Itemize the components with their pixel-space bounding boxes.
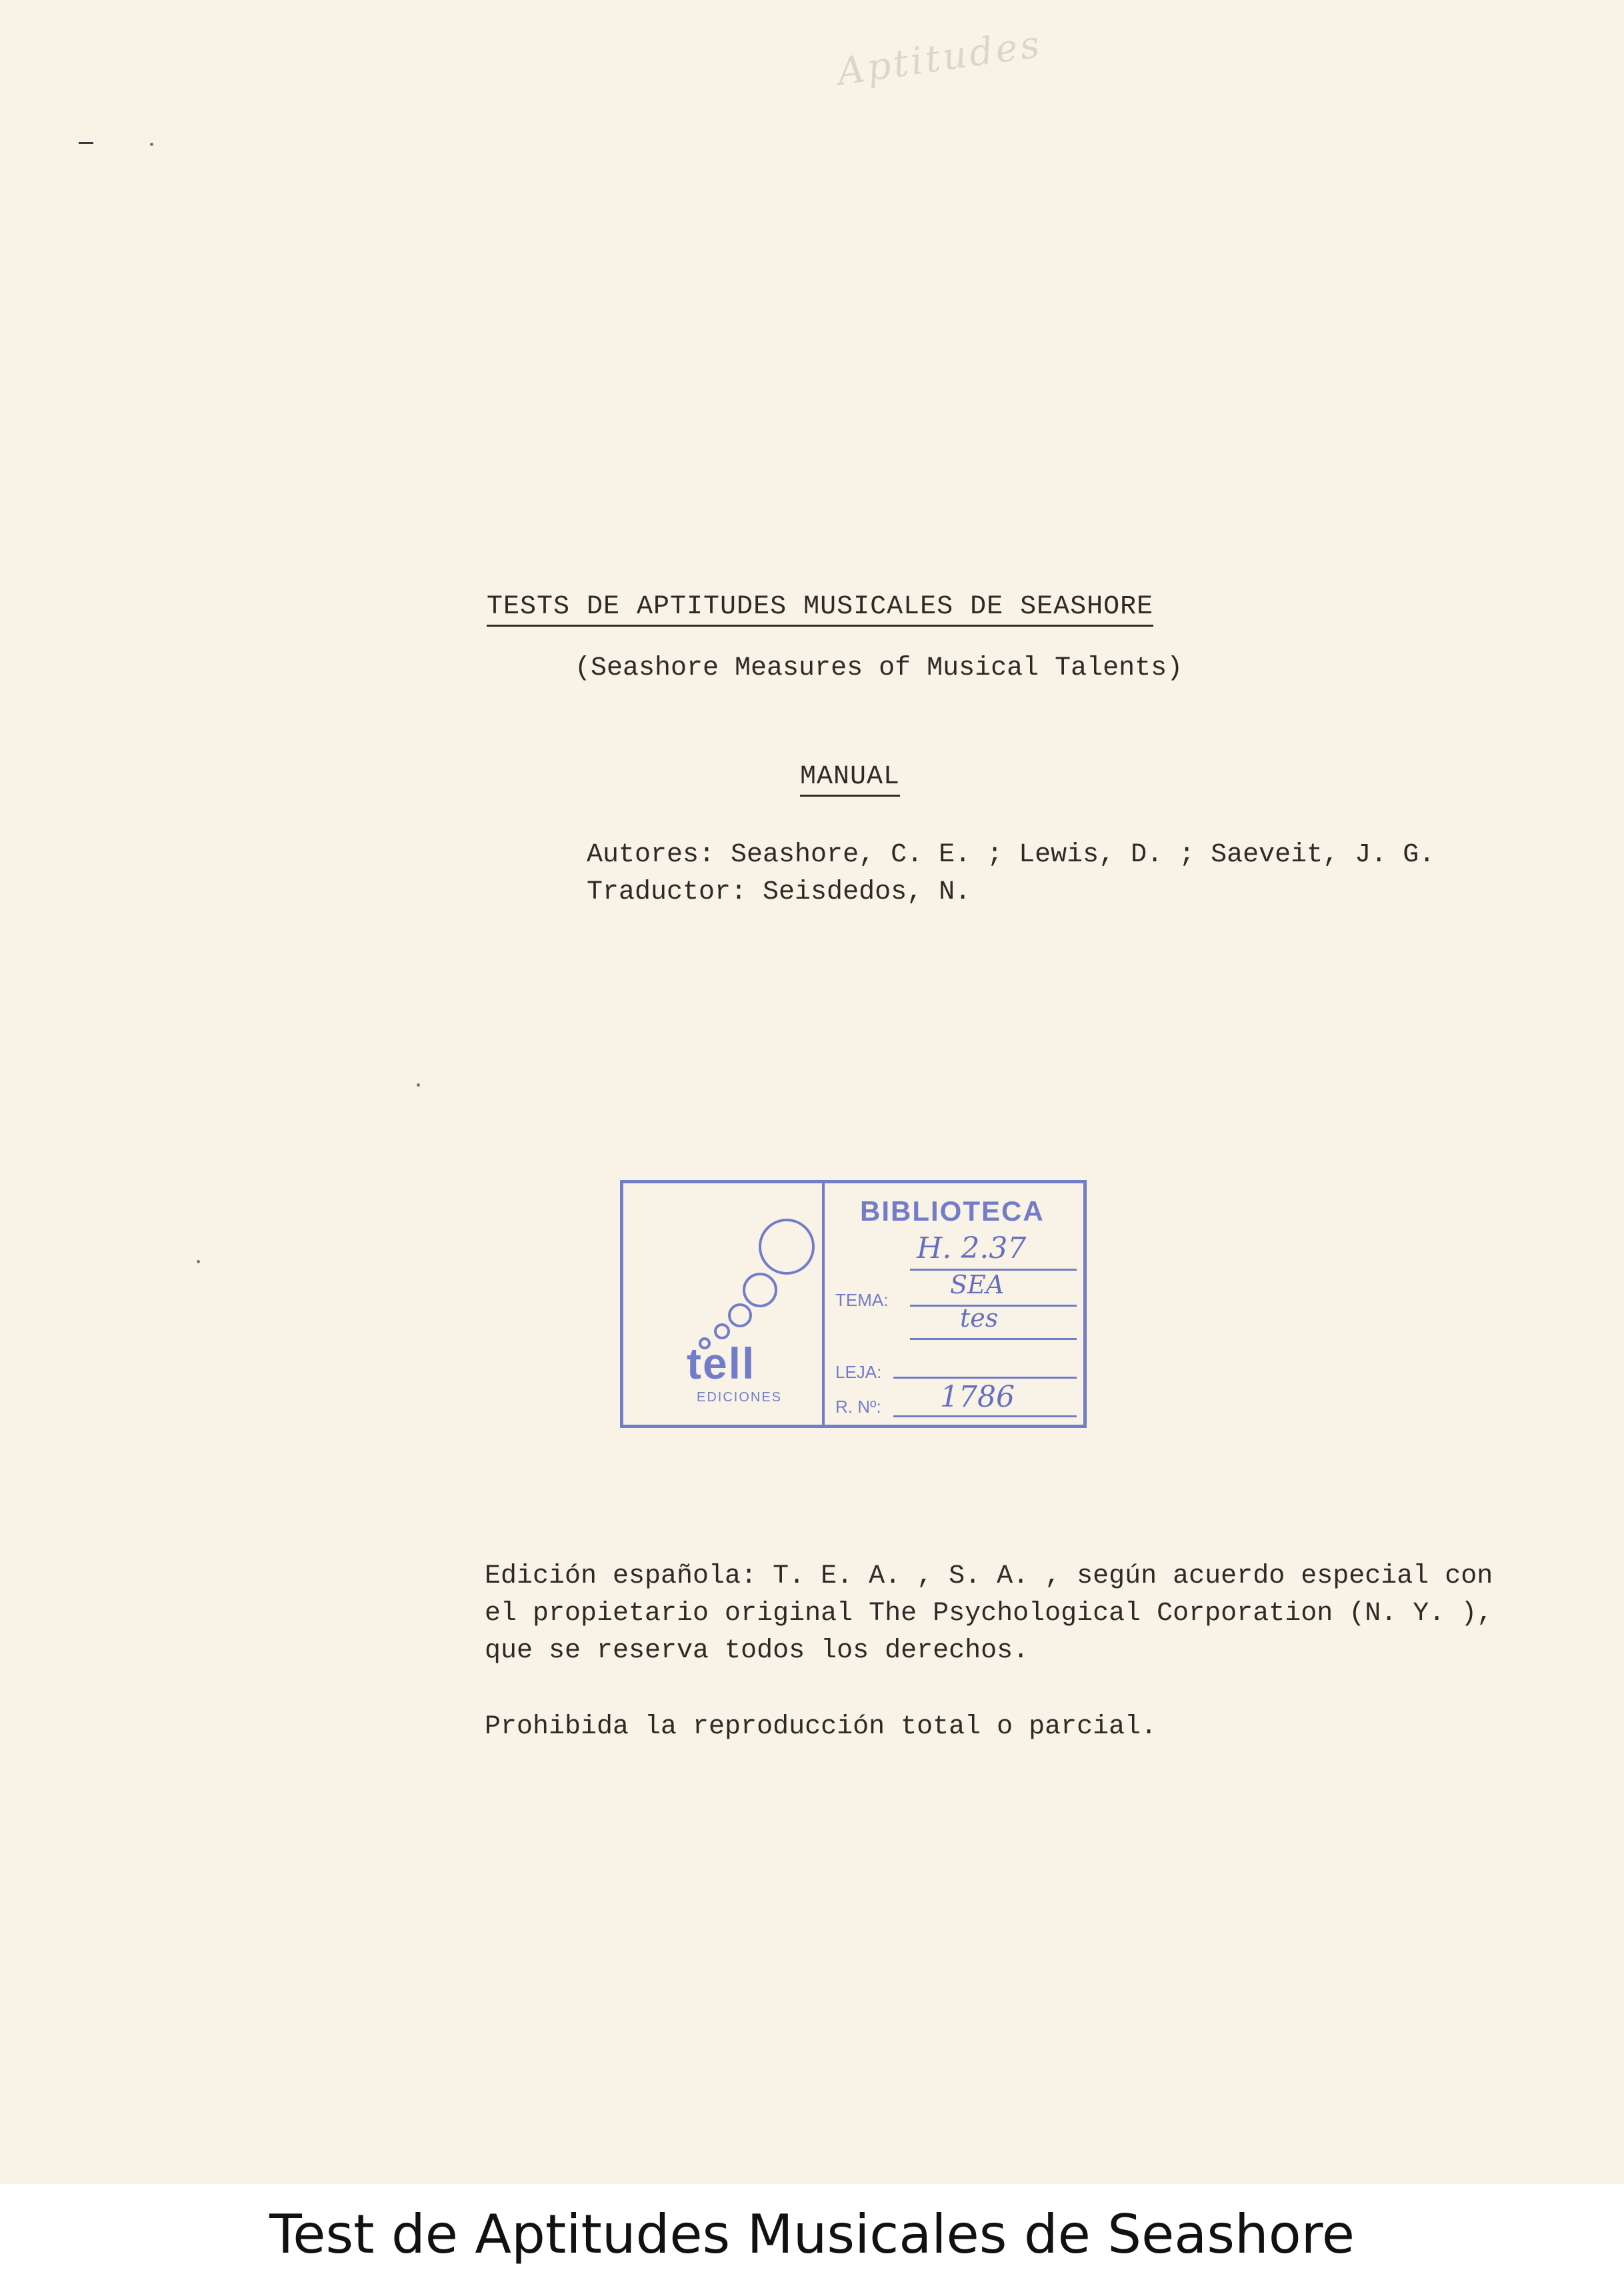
speck xyxy=(197,1260,200,1263)
stamp-logo-text: tell xyxy=(687,1339,756,1388)
stamp-logo xyxy=(623,1183,822,1425)
credits-block xyxy=(587,837,1435,911)
stamp-line xyxy=(893,1415,1077,1417)
handwritten-tema-1: SEA xyxy=(950,1270,1005,1299)
document-subtitle: (Seashore Measures of Musical Talents) xyxy=(575,653,1183,683)
stamp-divider xyxy=(822,1183,825,1425)
stamp-field-rno: R. Nº: xyxy=(835,1397,881,1417)
edition-line: Edición española: T. E. A. , S. A. , según acuerdo especial con xyxy=(485,1561,1493,1591)
speck xyxy=(150,143,153,146)
speck xyxy=(417,1083,420,1087)
library-stamp xyxy=(620,1180,1087,1428)
stamp-line xyxy=(910,1338,1077,1340)
stamp-logo-subtext: EDICIONES xyxy=(697,1390,783,1405)
stamp-field-tema: TEMA: xyxy=(835,1290,889,1310)
edition-line: el propietario original The Psychological Corporation (N. Y. ), xyxy=(485,1599,1493,1629)
authors-line: Autores: Seashore, C. E. ; Lewis, D. ; Saeveit, J. G. xyxy=(587,840,1435,870)
prohibition-notice: Prohibida la reproducción total o parcial. xyxy=(485,1712,1157,1742)
image-caption: Test de Aptitudes Musicales de Seashore xyxy=(0,2184,1624,2284)
document-heading: MANUAL xyxy=(800,762,900,797)
handwritten-rno: 1786 xyxy=(940,1380,1015,1414)
stamp-line xyxy=(893,1377,1077,1379)
stamp-field-lejas: LEJA: xyxy=(835,1362,882,1382)
handwritten-shelf: H. 2.37 xyxy=(917,1231,1027,1265)
pencil-note: Aptitudes xyxy=(834,22,1045,95)
translator-line: Traductor: Seisdedos, N. xyxy=(587,877,971,907)
document-title: TESTS DE APTITUDES MUSICALES DE SEASHORE xyxy=(487,592,1153,627)
edition-line: que se reserva todos los derechos. xyxy=(485,1636,1029,1666)
stamp-title: BIBLIOTECA xyxy=(860,1195,1045,1227)
handwritten-tema-2: tes xyxy=(960,1303,999,1333)
edition-notice xyxy=(485,1558,1493,1670)
margin-mark xyxy=(79,142,93,144)
